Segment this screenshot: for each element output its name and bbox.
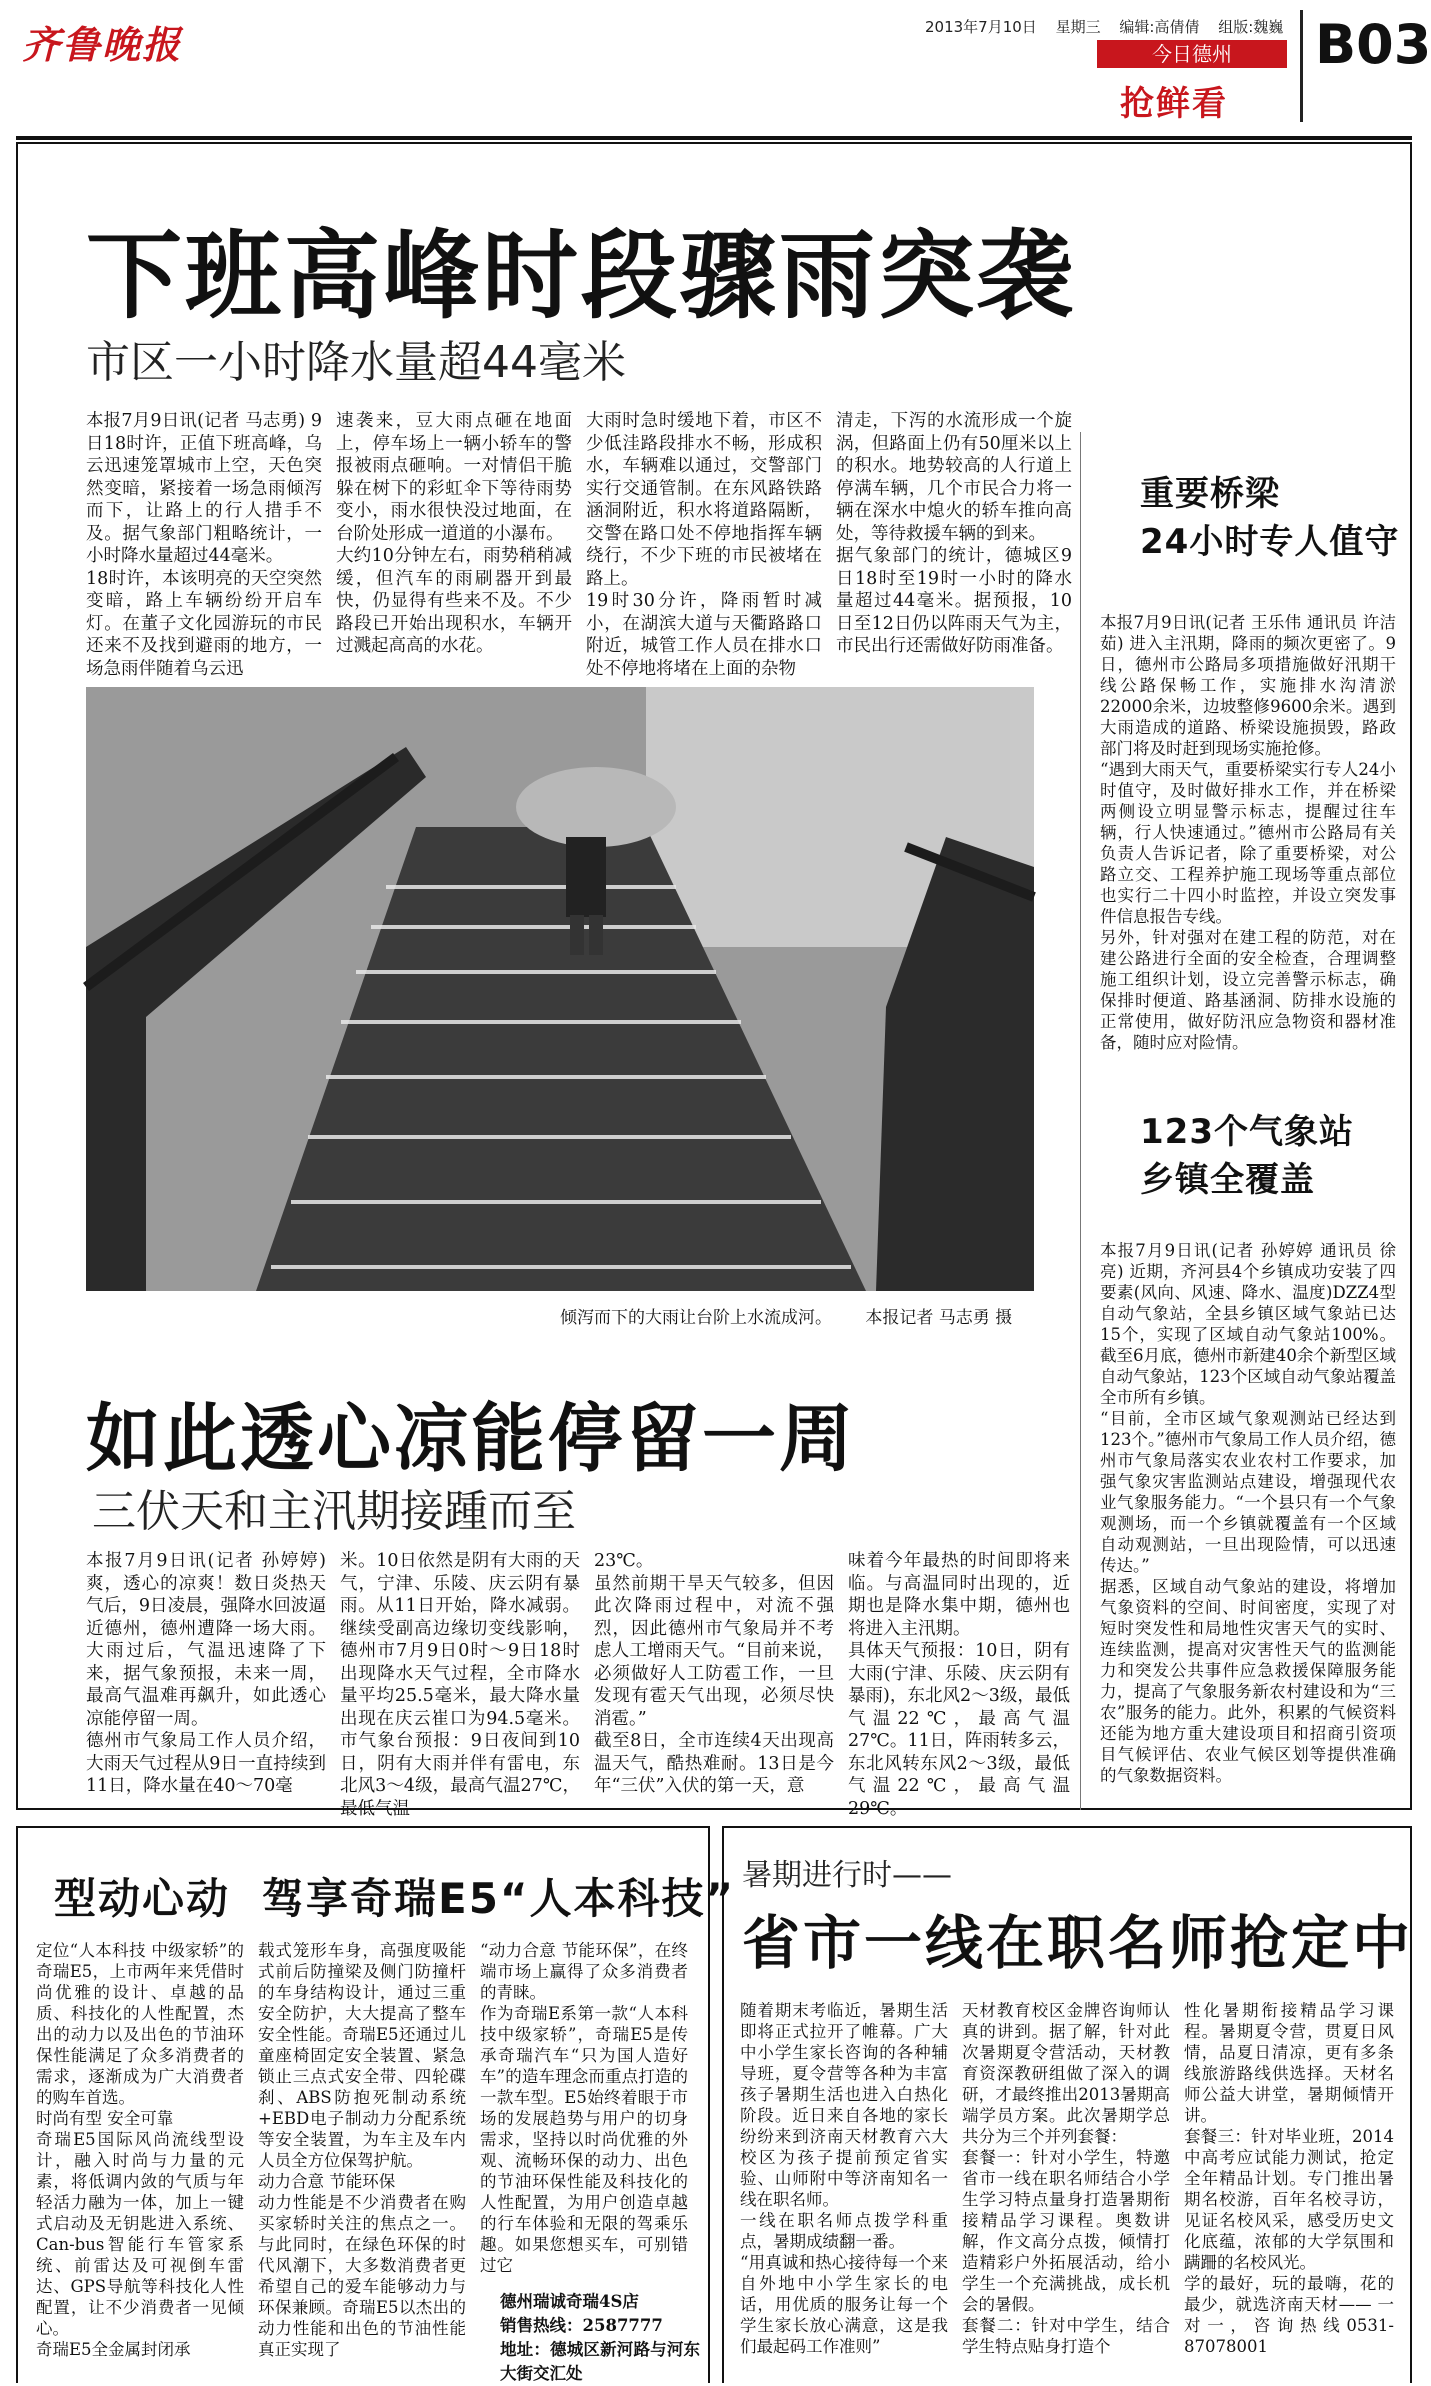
ad-address: 地址：德城区新河路与河东大街交汇处 (500, 2340, 700, 2383)
ad-col3: “动力合意 节能环保”，在终端市场上赢得了众多消费者的青睐。 作为奇瑞E系第一款“人本科技中级家轿”，奇瑞E5是传承奇瑞汽车“只为国人造好车”的造车理念而重点打造的一款车型。E5始终着眼于市场的发展趋势与用户的切身需求，坚持以时尚优雅的外观、流畅环保的动力、出色的节油环保性能及科技化的人性配置，为用户创造卓越的行车体验和无限的驾乘乐趣。如果您想买车，可别错过它 (480, 1941, 688, 2275)
story1-col4: 清走，下泻的水流形成一个旋涡，但路面上仍有50厘米以上的积水。地势较高的人行道上停满车辆，几个市民合力将一辆在深水中熄火的轿车推向高处，等待救援车辆的到来。 据气象部门的统计，德城区9日18时至19时一小时的降水量超过44毫米。据预报，10日至12日仍以阵雨天气为主，市民出行还需做好防雨准备。 (836, 411, 1072, 656)
masthead-rule (16, 136, 1412, 140)
issue-weekday: 星期三 (1055, 18, 1101, 36)
caption-text: 倾泻而下的大雨让台阶上水流成河。 (560, 1308, 832, 1328)
sidebar-text2: 本报7月9日讯(记者 孙婷婷 通讯员 徐亮) 近期，齐河县4个乡镇成功安装了四要素(风向、风速、降水、温度)DZZ4型自动气象站，全县乡镇区域气象站已达15个，实现了区域自动气象站100%。截至6月底，德州市新建40余个新型区域自动气象站，123个区域自动气象站覆盖全市所有乡镇。 “目前，全市区域气象观测站已经达到123个。”德州市气象局工作人员介绍，德州市气象局落实农业农村工作要求，加强气象灾害监测站点建设，增强现代农业气象服务能力。“一个县只有一个气象观测场，而一个乡镇就覆盖有一个区域自动观测站，一旦出现险情，可以迅速传达。” 据悉，区域自动气象站的建设，将增加气象资料的空间、时间密度，实现了对短时突发性和局地性灾害天气的实时、连续监测，提高对灾害性天气的监测能力和突发公共事件应急救援保障服务能力，提高了气象服务新农村建设和为“三农”服务的能力。此外，积累的气候资料还能为地方重大建设项目和招商引资项目气候评估、农业气候区划等提供准确的气象数据资料。 (1100, 1241, 1396, 1785)
ad-headline-right: 驾享奇瑞E5“人本科技” (262, 1874, 736, 1923)
page-number: B03 (1300, 10, 1427, 122)
section-tag: 今日德州 (1097, 40, 1287, 68)
photo-credit: 本报记者 马志勇 摄 (865, 1308, 1013, 1328)
rain-stairs-photo (86, 687, 1034, 1291)
sidebar-h2-line2: 乡镇全覆盖 (1140, 1160, 1315, 1200)
school-tag: 暑期进行时—— (742, 1858, 952, 1893)
story1-headline: 下班高峰时段骤雨突袭 (86, 220, 1076, 332)
sidebar-headline1 (1140, 470, 1399, 566)
story2-col4: 味着今年最热的时间即将来临。与高温同时出现的，近期也是降水集中期，德州也将进入主汛期。 具体天气预报：10日，阴有大雨(宁津、乐陵、庆云阴有暴雨)，东北风2～3级，最低气温22℃，最高气温27℃。11日，阵雨转多云，东北风转东风2～3级，最低气温22℃，最高气温29℃。 (848, 1551, 1070, 1819)
sidebar-headline2 (1140, 1108, 1354, 1204)
school-headline: 省市一线在职名师抢定中 (742, 1909, 1414, 1977)
ad-dealer: 德州瑞诚奇瑞4S店 (500, 2292, 639, 2311)
school-col1: 随着期末考临近，暑期生活即将正式拉开了帷幕。广大中小学生家长咨询的各种辅导班，夏令营等各种为丰富孩子暑期生活也进入白热化阶段。近日来自各地的家长纷纷来到济南天材教育六大校区为孩子提前预定省实验、山师附中等济南知名一线在职名师。 一线在职名师点拨学科重点，暑期成绩翻一番。 “用真诚和热心接待每一个来自外地中小学生家长的电话，用优质的服务让每一个学生家长放心满意，这是我们最起码工作准则” (740, 2001, 948, 2356)
school-col2: 天材教育校区金牌咨询师认真的讲到。据了解，针对此次暑期夏令营活动，天材教育资深教研组做了深入的调研，才最终推出2013暑期高端学员方案。此次暑期学总共分为三个并列套餐： 套餐一：针对小学生，特邀省市一线在职名师结合小学生学习特点量身打造暑期衔接精品学习课程。奥数讲解，作文高分点拨，倾情打造精彩户外拓展活动，给小学生一个充满挑战，成长机会的暑假。 套餐二：针对中学生，结合学生特点贴身打造个 (962, 2001, 1170, 2356)
layout-credit: 组版:魏巍 (1218, 18, 1284, 36)
story2-col1: 本报7月9日讯(记者 孙婷婷) 爽，透心的凉爽！数日炎热天气后，9日凌晨，强降水回波逼近德州，德州遭降一场大雨。大雨过后，气温迅速降了下来，据气象预报，未来一周，最高气温难再飙升，如此透心凉能停留一周。 德州市气象局工作人员介绍，大雨天气过程从9日一直持续到11日，降水量在40～70毫 (86, 1551, 326, 1796)
story1-col3: 大雨时急时缓地下着，市区不少低洼路段排水不畅，形成积水，车辆难以通过，交警部门实行交通管制。在东风路铁路涵洞附近，积水将道路隔断，交警在路口处不停地指挥车辆绕行，不少下班的市民被堵在路上。 19时30分许，降雨暂时减小，在湖滨大道与天衢路路口附近，城管工作人员在排水口处不停地将堵在上面的杂物 (586, 411, 822, 679)
story1-subhead: 市区一小时降水量超44毫米 (86, 337, 626, 388)
ad-dealer-info (500, 2290, 700, 2386)
newspaper-logo: 齐鲁晚报 (22, 22, 183, 67)
sidebar-h2-line1: 123个气象站 (1140, 1112, 1354, 1152)
story1-col1: 本报7月9日讯(记者 马志勇) 9日18时许，正值下班高峰，乌云迅速笼罩城市上空，天色突然变暗，紧接着一场急雨倾泻而下，让路上的行人措手不及。据气象部门粗略统计，一小时降水量超过44毫米。 18时许，本该明亮的天空突然变暗，路上车辆纷纷开启车灯。在董子文化园游玩的市民还来不及找到避雨的地方，一场急雨伴随着乌云迅 (86, 411, 322, 679)
sidebar-text1: 本报7月9日讯(记者 王乐伟 通讯员 许洁茹) 进入主汛期，降雨的频次更密了。9日，德州市公路局多项措施做好汛期干线公路保畅工作，实施排水沟清淤22000余米，边坡整修9600余米。遇到大雨造成的道路、桥梁设施损毁，路政部门将及时赶到现场实施抢修。 “遇到大雨天气，重要桥梁实行专人24小时值守，及时做好排水工作，并在桥梁两侧设立明显警示标志，提醒过往车辆，行人快速通过。”德州市公路局有关负责人告诉记者，除了重要桥梁，对公路立交、工程养护施工现场等重点部位也实行二十四小时监控，并设立突发事件信息报告专线。 另外，针对强对在建工程的防范，对在建公路进行全面的安全检查，合理调整施工组织计划，设立完善警示标志，确保排时便道、路基涵洞、防排水设施的正常使用，做好防汛应急物资和器材准备，随时应对险情。 (1100, 613, 1396, 1052)
photo-caption (560, 1303, 1012, 1328)
story1-col2: 速袭来，豆大雨点砸在地面上，停车场上一辆小轿车的警报被雨点砸响。一对情侣干脆躲在树下的彩虹伞下等待雨势变小，雨水很快没过地面，在台阶处形成一道道的小瀑布。 大约10分钟左右，雨势稍稍减缓，但汽车的雨刷器开到最快，仍显得有些来不及。不少路段已开始出现积水，车辆开过溅起高高的水花。 (336, 411, 572, 656)
editor-credit: 编辑:高倩倩 (1119, 18, 1200, 36)
school-col3: 性化暑期衔接精品学习课程。暑期夏令营，贯夏日风情，品夏日清凉，更有多条线旅游路线供选择。天材名师公益大讲堂，暑期倾情开讲。 套餐三：针对毕业班，2014中高考应试能力测试，抢定全年精品计划。专门推出暑期名校游，百年名校寻访，见证名校风采，感受历史文化底蕴，浓郁的大学氛围和蹒跚的名校风光。 学的最好，玩的最嗨，花的最少，就选济南天材—— 一对一，咨询热线0531-87078001 (1184, 2001, 1394, 2356)
story2-col3: 23℃。 虽然前期干旱天气较多，但因此次降雨过程中，对流不强烈，因此德州市气象局并不考虑人工增雨天气。“目前来说，必须做好人工防雹工作，一旦发现有雹天气出现，必须尽快消雹。” 截至8日，全市连续4天出现高温天气，酷热难耐。13日是今年“三伏”入伏的第一天，意 (594, 1551, 834, 1796)
ad-headline-left: 型动心动 (54, 1874, 231, 1923)
sidebar-divider (1080, 432, 1081, 1810)
story2-headline: 如此透心凉能停留一周 (86, 1396, 856, 1482)
issue-date: 2013年7月10日 (925, 18, 1037, 36)
ad-hotline: 销售热线：2587777 (500, 2316, 663, 2335)
ad-col2: 载式笼形车身，高强度吸能式前后防撞梁及侧门防撞杆的车身结构设计，通过三重安全防护，大大提高了整车安全性能。奇瑞E5还通过儿童座椅固定安全装置、紧急锁止三点式安全带、四轮碟刹、ABS防抱死制动系统+EBD电子制动力分配系统等安全装置，为车主及车内人员全方位保驾护航。 动力合意 节能环保 动力性能是不少消费者在购买家轿时关注的焦点之一。与此同时，在绿色环保的时代风潮下，大多数消费者更希望自己的爱车能够动力与环保兼顾。奇瑞E5以杰出的动力性能和出色的节油性能真正实现了 (258, 1941, 466, 2359)
story2-col2: 米。10日依然是阴有大雨的天气，宁津、乐陵、庆云阴有暴雨。从11日开始，降水减弱。继续受副高边缘切变线影响，德州市7月9日0时～9日18时出现降水天气过程，全市降水量平均25.5毫米，最大降水量出现在庆云崔口为94.5毫米。市气象台预报：9日夜间到10日，阴有大雨并伴有雷电，东北风3～4级，最高气温27℃，最低气温 (340, 1551, 580, 1819)
ad-col1: 定位“人本科技 中级家轿”的奇瑞E5，上市两年来凭借时尚优雅的设计、卓越的品质、科技化的人性配置，杰出的动力以及出色的节油环保性能满足了众多消费者的需求，逐渐成为广大消费者的购车首选。 时尚有型 安全可靠 奇瑞E5国际风尚流线型设计，融入时尚与力量的元素，将低调内敛的气质与年轻活力融为一体，加上一键式启动及无钥匙进入系统、Can-bus智能行车管家系统、前雷达及可视倒车雷达、GPS导航等科技化人性配置，让不少消费者一见倾心。 奇瑞E5全金属封闭承 (36, 1941, 244, 2359)
photo-illustration (86, 687, 1034, 1291)
dateline (925, 16, 1297, 37)
sidebar-h1-line1: 重要桥梁 (1140, 474, 1280, 514)
section-title: 抢鲜看 (1120, 84, 1228, 124)
sidebar-h1-line2: 24小时专人值守 (1140, 522, 1400, 562)
story2-subhead: 三伏天和主汛期接踵而至 (92, 1486, 576, 1537)
